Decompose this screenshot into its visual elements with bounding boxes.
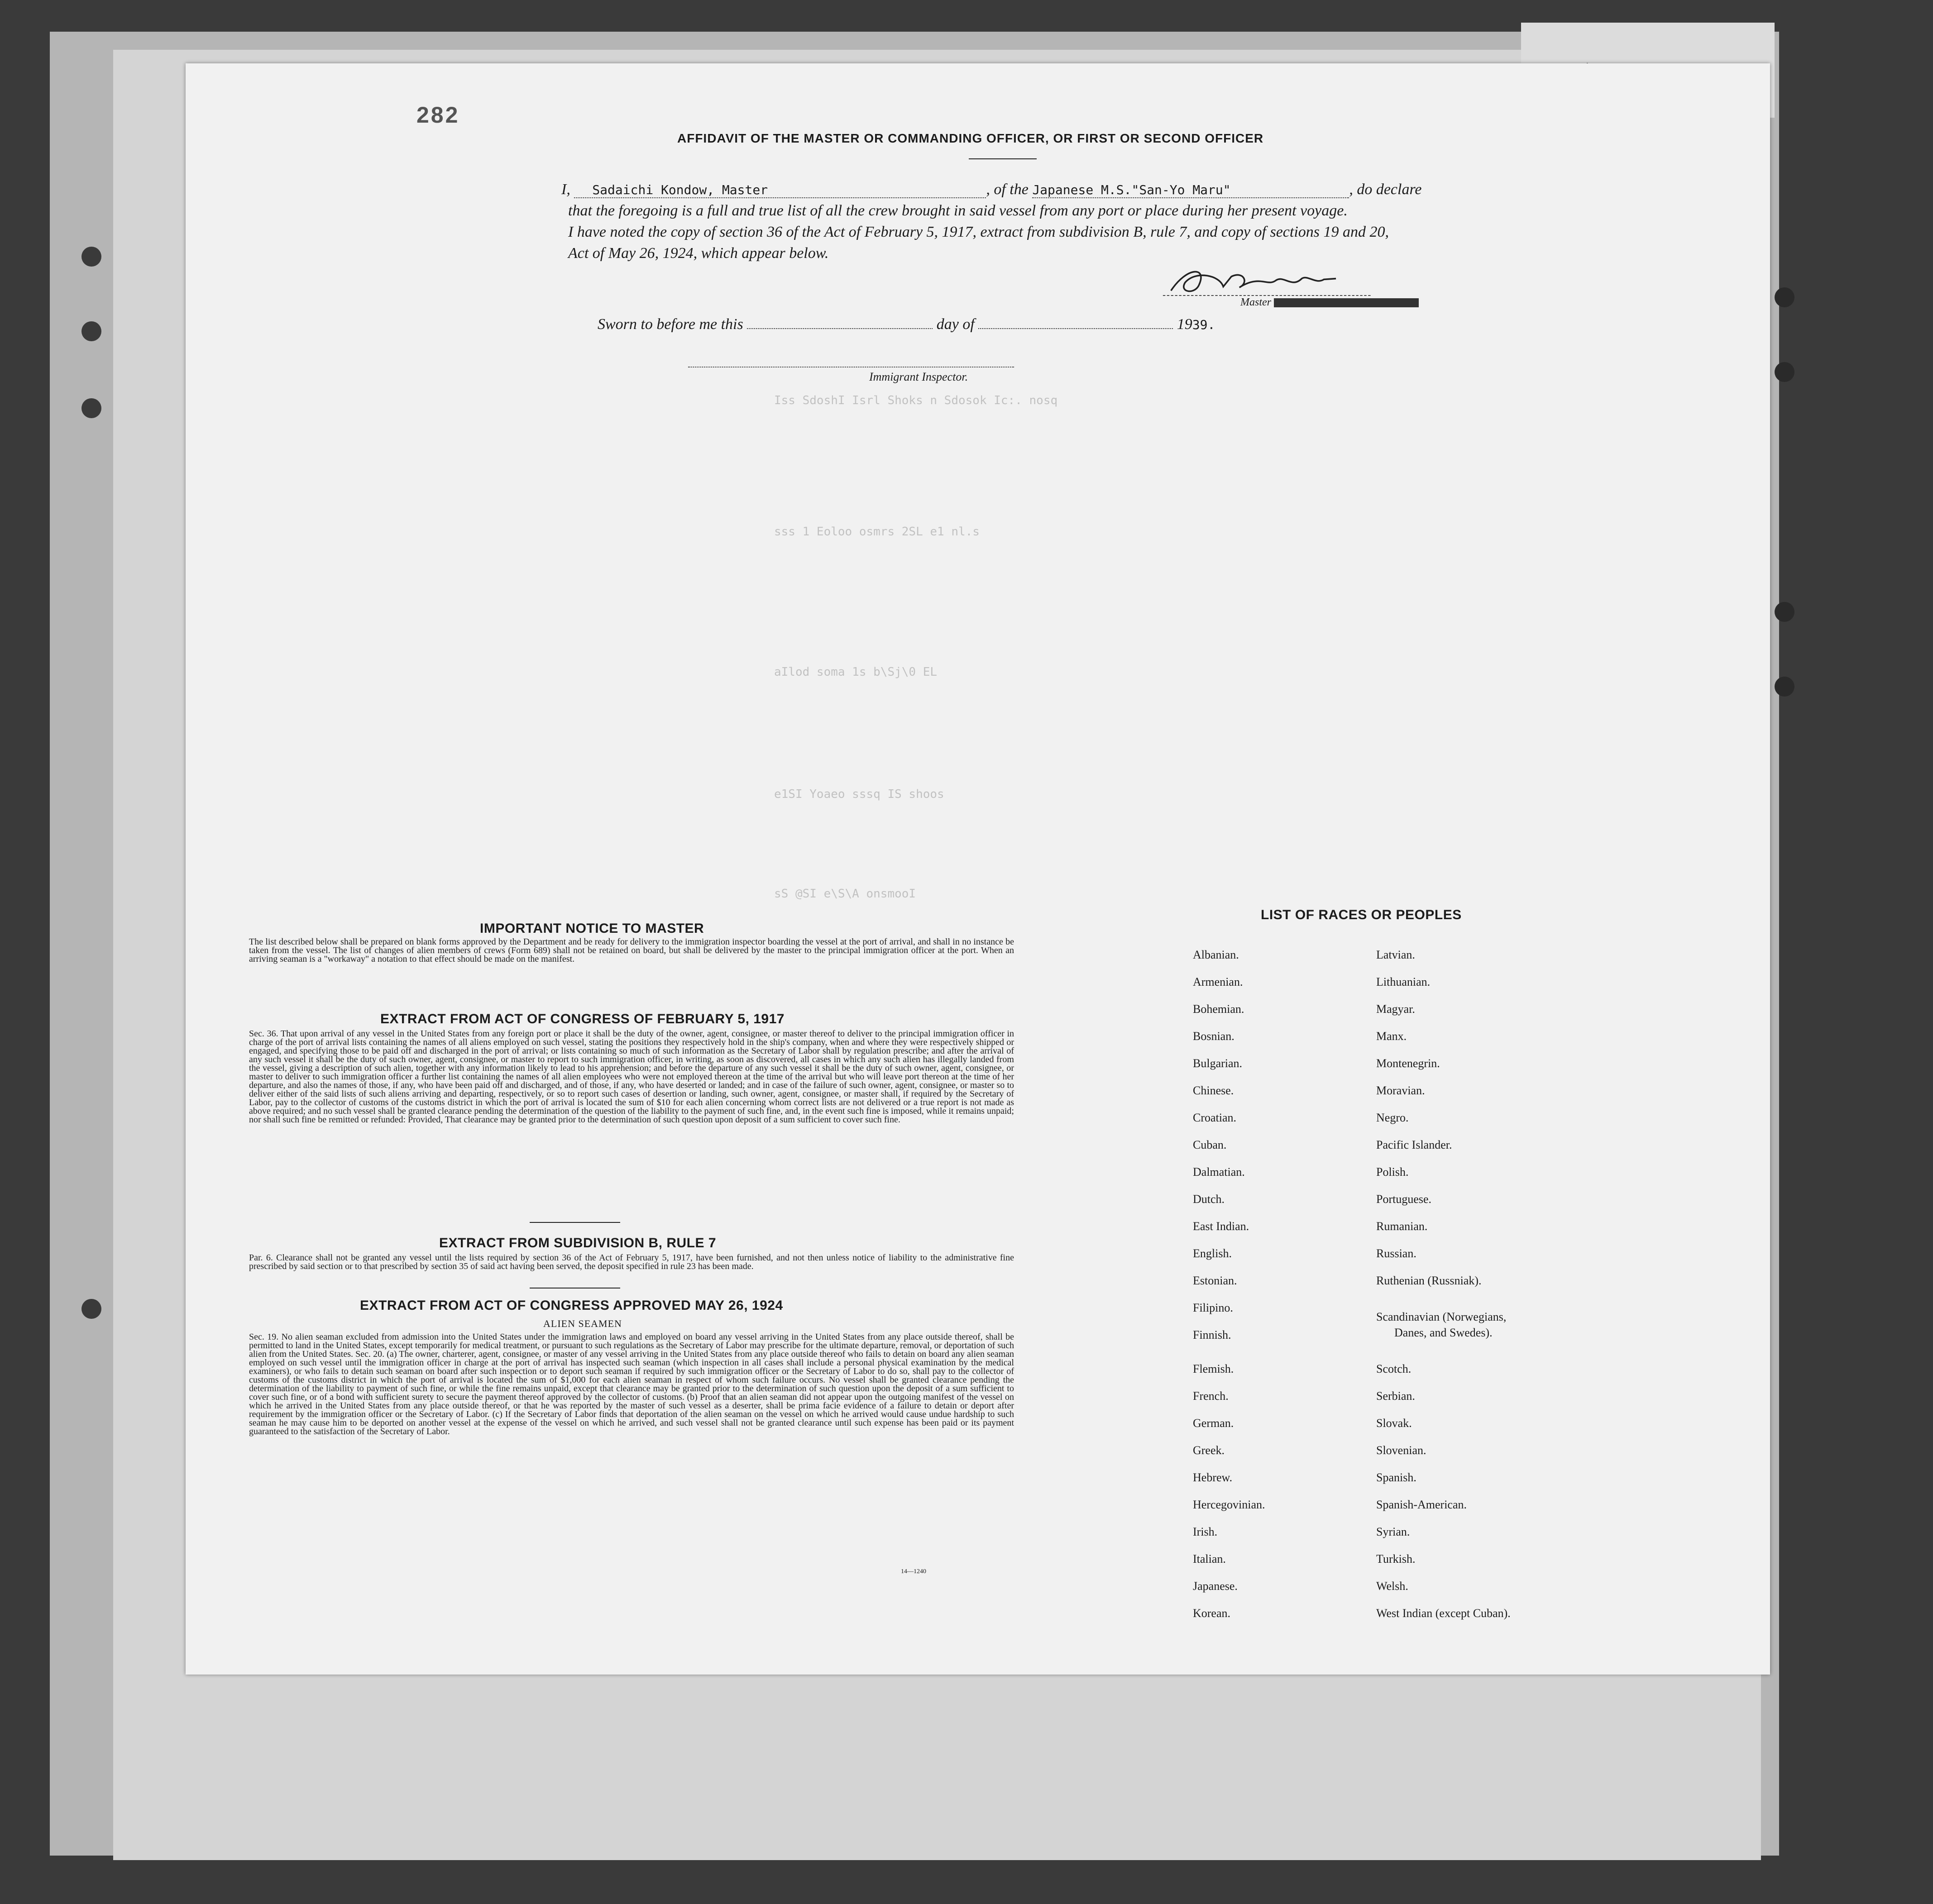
race-item: Bosnian.	[1193, 1030, 1234, 1043]
race-item: Polish.	[1376, 1165, 1409, 1179]
day-of-label: day of	[936, 316, 975, 333]
race-item: Moravian.	[1376, 1084, 1425, 1097]
punch-hole	[1775, 677, 1794, 697]
declaration-line-4: Act of May 26, 1924, which appear below.	[568, 245, 829, 262]
race-item: Manx.	[1376, 1030, 1407, 1043]
race-item: Dutch.	[1193, 1193, 1225, 1206]
race-item: Pacific Islander.	[1376, 1138, 1452, 1151]
page-number: 282	[416, 102, 460, 128]
declaration-i-label: I,	[561, 181, 570, 198]
year-value: 39.	[1192, 317, 1215, 332]
race-item: Filipino.	[1193, 1301, 1233, 1314]
punch-hole	[1775, 287, 1794, 307]
race-item: French.	[1193, 1389, 1229, 1403]
race-item: Spanish-American.	[1376, 1498, 1467, 1511]
race-item: Dalmatian.	[1193, 1165, 1245, 1179]
race-item: Negro.	[1376, 1111, 1409, 1124]
race-item: Russian.	[1376, 1247, 1416, 1260]
of-the-label: , of the	[986, 181, 1029, 198]
race-item: Lithuanian.	[1376, 975, 1431, 988]
race-item: Ruthenian (Russniak).	[1376, 1274, 1482, 1287]
extract-1924-title: EXTRACT FROM ACT OF CONGRESS APPROVED MAY 26, 1924	[360, 1298, 783, 1313]
race-item: Montenegrin.	[1376, 1057, 1440, 1070]
race-item: Greek.	[1193, 1444, 1225, 1457]
race-item: German.	[1193, 1417, 1234, 1430]
race-item: West Indian (except Cuban).	[1376, 1607, 1511, 1620]
declare-label: , do declare	[1349, 181, 1422, 198]
year-prefix: 19	[1177, 316, 1192, 333]
extract-1917-title: EXTRACT FROM ACT OF CONGRESS OF FEBRUARY 5, 1917	[380, 1012, 785, 1026]
master-name-field: Sadaichi Kondow, Master	[574, 182, 986, 198]
race-item: Japanese.	[1193, 1580, 1238, 1593]
races-title: LIST OF RACES OR PEOPLES	[1261, 907, 1462, 922]
race-item: Korean.	[1193, 1607, 1231, 1620]
race-item: Irish.	[1193, 1525, 1218, 1538]
race-item: Welsh.	[1376, 1580, 1408, 1593]
race-item: English.	[1193, 1247, 1232, 1260]
race-item: Armenian.	[1193, 975, 1243, 988]
punch-hole	[1775, 362, 1794, 382]
race-item: Danes, and Swedes).	[1394, 1326, 1493, 1339]
sworn-line	[598, 316, 1215, 333]
race-item: Croatian.	[1193, 1111, 1237, 1124]
race-item: Albanian.	[1193, 948, 1239, 961]
notice-title: IMPORTANT NOTICE TO MASTER	[480, 921, 704, 936]
race-item: Bulgarian.	[1193, 1057, 1243, 1070]
race-item: Estonian.	[1193, 1274, 1237, 1287]
subdivision-b-text: Par. 6. Clearance shall not be granted any vessel until the lists required by section 36 of the Act of February 5, 1917, have been furnished, and not then unless notice of liability to the administrative fine prescribed by said section or to that prescribed by section 35 of said act having been served, the deposit specified in rule 23 has been made.	[249, 1253, 1014, 1271]
race-item: Slovak.	[1376, 1417, 1412, 1430]
race-item: Magyar.	[1376, 1002, 1415, 1016]
subdivision-b-title: EXTRACT FROM SUBDIVISION B, RULE 7	[439, 1236, 717, 1250]
race-item: Spanish.	[1376, 1471, 1416, 1484]
vessel-name-field: Japanese M.S."San-Yo Maru"	[1032, 182, 1349, 198]
race-item: Hebrew.	[1193, 1471, 1233, 1484]
race-item: Latvian.	[1376, 948, 1415, 961]
declaration-line-1	[561, 181, 1422, 198]
punch-hole	[81, 247, 101, 267]
alien-seamen-subtitle: ALIEN SEAMEN	[543, 1318, 622, 1329]
inspector-label: Immigrant Inspector.	[869, 370, 968, 383]
declaration-line-2: that the foregoing is a full and true list of all the crew brought in said vessel from any port or place during her present voyage.	[568, 202, 1348, 219]
race-item: Bohemian.	[1193, 1002, 1244, 1016]
master-signature	[1150, 262, 1385, 299]
race-item: Italian.	[1193, 1552, 1226, 1565]
race-item: Flemish.	[1193, 1362, 1234, 1375]
punch-hole	[1775, 602, 1794, 622]
notice-text: The list described below shall be prepared on blank forms approved by the Department and be ready for delivery to the immigration inspector boarding the vessel at the port of arrival, and shall in no instance be taken from the vessel. The list of changes of alien members of crews (Form 689) shall not be retained on board, but shall be delivered by the master to the principal immigration officer at the port. When an arriving seaman is a "workaway" a notation to that effect should be made on the manifest.	[249, 937, 1014, 964]
punch-hole	[81, 321, 101, 341]
extract-1917-text: Sec. 36. That upon arrival of any vessel in the United States from any foreign port or place it shall be the duty of the owner, agent, consignee, or master thereof to deliver to the principal immigration officer in charge of the port of arrival lists containing the names of all aliens employed on such vessel, stating the positions they respectively hold in the ship's company, when and where they were respectively shipped or engaged, and specifying those to be paid off and discharged in the port of arrival; or lists containing so much of such information as the Secretary of Labor shall by regulation prescribe; and after the arrival of any such vessel it shall be the duty of such owner, agent, consignee, or master to report to such immigration officer, in writing, as soon as discovered, all cases in which any such alien has illegally landed from the vessel, giving a description of such alien, together with any information likely to lead to his apprehension; and before the departure of any such vessel it shall be the duty of such owner, agent, consignee, or master to deliver to such immigration officer a further list containing the names of all alien employees who were not employed thereon at the time of the arrival but who will leave port thereon at the time of her departure, and also the names of those, if any, who have been paid off and discharged, and of those, if any, who have deserted or landed; and in case of the failure of such owner, agent, consignee, or master so to deliver either of the said lists of such aliens arriving and departing, respectively, or so to report such cases of desertion or landing, such owner, agent, consignee, or master shall, if required by the Secretary of Labor, pay to the collector of customs of the customs district in which the port of arrival is located the sum of $10 for each alien concerning whom correct lists are not delivered or a true report is not made as above required; and no such vessel shall be granted clearance pending the determination of the question of the liability to the payment of such fine, and, in the event such fine is imposed, while it remains unpaid; nor shall such fine be remitted or refunded: Provided, That clearance may be granted prior to the determination of such question upon deposit of a sum sufficient to cover such fine.	[249, 1029, 1014, 1125]
struck-text	[1274, 298, 1419, 307]
race-item: Portuguese.	[1376, 1193, 1432, 1206]
punch-hole	[81, 398, 101, 418]
race-item: Hercegovinian.	[1193, 1498, 1265, 1511]
master-label: Master	[1240, 296, 1419, 309]
sworn-label: Sworn to before me this	[598, 316, 743, 333]
document-page: Iss SdoshI Isrl Shoks n Sdosok Ic:. nosq sss 1 Eoloo osmrs 2SL e1 nl.s aIlod soma 1s b\Sj\0 EL e1SI Yoaeo sssq IS shoos sS @SI e\S\A onsmooI 282 AFFIDAVIT OF THE MASTER OR COMMANDING OFFICER, OR FIRST OR SECOND OFFICER I, Sadaichi Kondow, Master , of the Japanese M.S."San-Yo Maru" , do declare that the foregoing is a full and true list of all the crew brought in said vessel from any port or place during her present voyage. I have noted the copy of section 36 of the Act of February 5, 1917, extract from subdivision B, rule 7, and copy of sections 19 and 20, Act of May 26, 1924, which appear below. Master Sworn to before me this day of 1939. Immigrant Inspector. IMPORTANT NOTICE TO MASTER The list described below shall be prepared on blank forms approved by the Department and be ready for delivery to the immigration inspector boarding the vessel at the port of arrival, and shall in no instance be taken from the vessel. The list of changes of alien members of crews (Form 689) shall not be retained on board, but shall be delivered by the master to the principal immigration officer at the port. When an arriving seaman is a "workaway" a notation to that effect should be made on the manifest. EXTRACT FROM ACT OF CONGRESS OF FEBRUARY 5, 1917 Sec. 36. That upon arrival of any vessel in the United States from any foreign port or place it shall be the duty of the owner, agent, consignee, or master thereof to deliver to the principal immigration officer in charge of the port of arrival lists containing the names of all aliens employed on such vessel, stating the positions they respectively hold in the ship's company, when and where they were respectively shipped or engaged, and specifying those to be paid off and discharged in the port of arrival; or lists containing so much of such information as the Secretary of Labor shall by regulation prescribe; and after the arrival of any such vessel it shall be the duty of such owner, agent, consignee, or master to report to such immigration officer, in writing, as soon as discovered, all cases in which any such alien has illegally landed from the vessel, giving a description of such alien, together with any information likely to lead to his apprehension; and before the departure of any such vessel it shall be the duty of such owner, agent, consignee, or master to deliver to such immigration officer a further list containing the names of all alien employees who were not employed thereon at the time of the arrival but who will leave port thereon at the time of her departure, and also the names of those, if any, who have been paid off and discharged, and of those, if any, who have deserted or landed; and in case of the failure of such owner, agent, consignee, or master so to deliver either of the said lists of such aliens arriving and departing, respectively, or so to report such cases of desertion or landing, such owner, agent, consignee, or master shall, if required by the Secretary of Labor, pay to the collector of customs of the customs district in which the port of arrival is located the sum of $10 for each alien concerning whom correct lists are not delivered or a true report is not made as above required; and no such vessel shall be granted clearance pending the determination of the question of the liability to the payment of such fine, and, in the event such fine is imposed, while it remains unpaid; nor shall such fine be remitted or refunded: Provided, That clearance may be granted prior to the determination of such question upon deposit of a sum sufficient to cover such fine. EXTRACT FROM SUBDIVISION B, RULE 7 Par. 6. Clearance shall not be granted any vessel until the lists required by section 36 of the Act of February 5, 1917, have been furnished, and not then unless notice of liability to the administrative fine prescribed by said section or to that prescribed by section 35 of said act having been served, the deposit specified in rule 23 has been made. EXTRACT FROM ACT OF CONGRESS APPROVED MAY 26, 1924 ALIEN SEAMEN Sec. 19. No alien seaman excluded from admission into the United States under the immigration laws and employed on board any vessel arriving in the United States from any place outside thereof, shall be permitted to land in the United States, except temporarily for medical treatment, or pursuant to such regulations as the Secretary of Labor may prescribe for the ultimate departure, removal, or deportation of such alien from the United States. Sec. 20. (a) The owner, charterer, agent, consignee, or master of any vessel arriving in the United States from any place outside thereof who fails to detain on board any alien seaman employed on such vessel until the immigration officer in charge at the port of arrival has inspected such seaman (which inspection in all cases shall include a personal physical examination by the medical examiners), or who fails to detain such seaman on board after such inspection or to deport such seaman if required by such immigration officer or the Secretary of Labor to do so, shall pay to the collector of customs of the customs district in which the port of arrival is located the sum of $1,000 for each alien seaman in respect of whom such failure occurs. No vessel shall be granted clearance pending the determination of the liability to payment of such fine, or while the fine remains unpaid, except that clearance may be granted prior to the determination of such question upon the deposit of a sum sufficient to cover such fine, or of a bond with sufficient surety to secure the payment thereof approved by the collector of customs. (b) Proof that an alien seaman did not appear upon the outgoing manifest of the vessel on which he arrived in the United States from any place outside thereof, or that he was reported by the master of such vessel as a deserter, shall be prima facie evidence of a failure to detain or deport after requirement by the immigration officer or the Secretary of Labor. (c) If the Secretary of Labor finds that deportation of the alien seaman on the vessel on which he arrived would cause undue hardship to such seaman he may cause him to be deported on another vessel at the expense of the vessel on which he arrived, and such vessel shall not be granted clearance until such expense has been paid or its payment guaranteed to the satisfaction of the Secretary of Labor. 14—1240 LIST OF RACES OR PEOPLES Albanian. Armenian. Bohemian. Bosnian. Bulgarian. Chinese. Croatian. Cuban. Dalmatian. Dutch. East Indian. English. Estonian. Filipino. Finnish. Flemish. French. German. Greek. Hebrew. Hercegovinian. Irish. Italian. Japanese. Korean. Latvian. Lithuanian. Magyar. Manx. Montenegrin. Moravian. Negro. Pacific Islander. Polish. Portuguese. Rumanian. Russian. Ruthenian (Russniak). Scandinavian (Norwegians, Danes, and Swedes). Scotch. Serbian. Slovak. Slovenian. Spanish. Spanish-American. Syrian. Turkish. Welsh. West Indian (except Cuban).	[186, 63, 1770, 1675]
race-item: Slovenian.	[1376, 1444, 1426, 1457]
race-item: Finnish.	[1193, 1328, 1231, 1341]
race-item: Cuban.	[1193, 1138, 1227, 1151]
race-item: Chinese.	[1193, 1084, 1234, 1097]
race-item: Serbian.	[1376, 1389, 1415, 1403]
race-item: Scotch.	[1376, 1362, 1411, 1375]
form-number: 14—1240	[901, 1568, 926, 1575]
race-item: Syrian.	[1376, 1525, 1410, 1538]
declaration-line-3: I have noted the copy of section 36 of the Act of February 5, 1917, extract from subdivision B, rule 7, and copy of sections 19 and 20,	[568, 224, 1389, 240]
race-item: Scandinavian (Norwegians,	[1376, 1310, 1507, 1323]
affidavit-title: AFFIDAVIT OF THE MASTER OR COMMANDING OFFICER, OR FIRST OR SECOND OFFICER	[677, 131, 1264, 145]
race-item: East Indian.	[1193, 1220, 1249, 1233]
race-item: Rumanian.	[1376, 1220, 1428, 1233]
punch-hole	[81, 1299, 101, 1319]
race-item: Turkish.	[1376, 1552, 1416, 1565]
extract-1924-text: Sec. 19. No alien seaman excluded from admission into the United States under the immigration laws and employed on board any vessel arriving in the United States from any place outside thereof, shall be permitted to land in the United States, except temporarily for medical treatment, or pursuant to such regulations as the Secretary of Labor may prescribe for the ultimate departure, removal, or deportation of such alien from the United States. Sec. 20. (a) The owner, charterer, agent, consignee, or master of any vessel arriving in the United States from any place outside thereof who fails to detain on board any alien seaman employed on such vessel until the immigration officer in charge at the port of arrival has inspected such seaman (which inspection in all cases shall include a personal physical examination by the medical examiners), or who fails to detain such seaman on board after such inspection or to deport such seaman if required by such immigration officer or the Secretary of Labor to do so, shall pay to the collector of customs of the customs district in which the port of arrival is located the sum of $1,000 for each alien seaman in respect of whom such failure occurs. No vessel shall be granted clearance pending the determination of the liability to payment of such fine, or while the fine remains unpaid, except that clearance may be granted prior to the determination of such question upon the deposit of a sum sufficient to cover such fine, or of a bond with sufficient surety to secure the payment thereof approved by the collector of customs. (b) Proof that an alien seaman did not appear upon the outgoing manifest of the vessel on which he arrived in the United States from any place outside thereof, or that he was reported by the master of such vessel as a deserter, shall be prima facie evidence of a failure to detain or deport after requirement by the immigration officer or the Secretary of Labor. (c) If the Secretary of Labor finds that deportation of the alien seaman on the vessel on which he arrived would cause undue hardship to such seaman he may cause him to be deported on another vessel at the expense of the vessel on which he arrived, and such vessel shall not be granted clearance until such expense has been paid or its payment guaranteed to the satisfaction of the Secretary of Labor.	[249, 1332, 1014, 1436]
